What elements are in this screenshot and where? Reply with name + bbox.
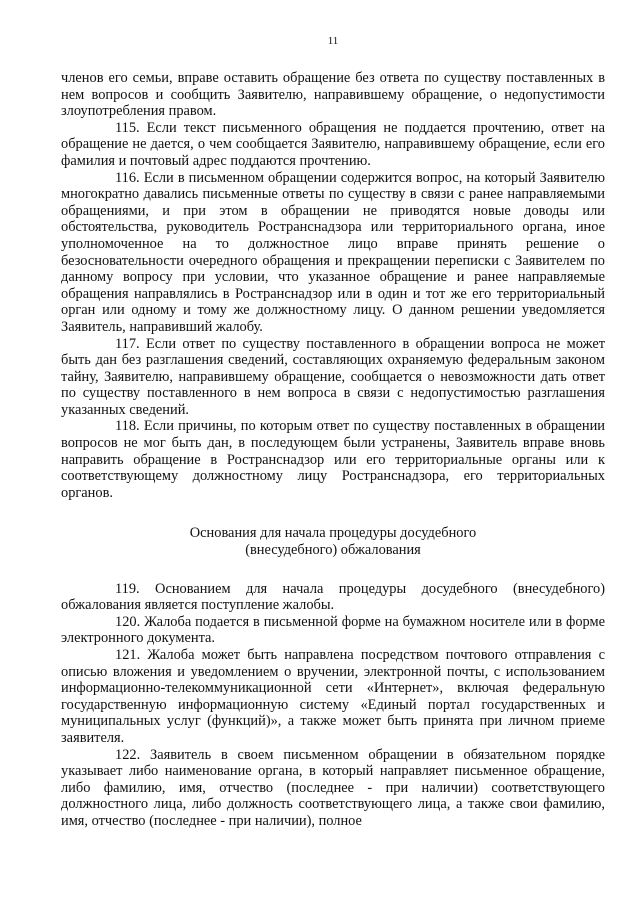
document-page [61, 34, 605, 830]
paragraph-119: 119. Основанием для начала процедуры досудебного (внесудебного) обжалования является поступление жалобы. [61, 580, 605, 614]
section-heading-line-2: (внесудебного) обжалования [245, 542, 421, 559]
paragraph-continuation: членов его семьи, вправе оставить обращение без ответа по существу поставленных в нем вопросов и сообщить Заявителю, направившему обращение, о недопустимости злоупотребления правом. [61, 70, 605, 120]
paragraph-115: 115. Если текст письменного обращения не поддается прочтению, ответ на обращение не дается, о чем сообщается Заявителю, направившему обращение, если его фамилия и почтовый адрес поддаются прочтению. [61, 119, 605, 169]
paragraph-118: 118. Если причины, по которым ответ по существу поставленных в обращении вопросов не мог быть дан, в последующем были устранены, Заявитель вправе вновь направить обращение в Ространснадзор или его территориальные органы или к соответствующему должностному лицу Ространснадзора, его территориальных органов. [61, 418, 605, 501]
paragraph-117: 117. Если ответ по существу поставленного в обращении вопроса не может быть дан без разглашения сведений, составляющих охраняемую федеральным законом тайну, Заявителю, направившему обращение, сообщается о невозможности дать ответ по существу поставленного в нем вопроса в связи с недопустимостью разглашения указанных сведений. [61, 335, 605, 418]
section-heading-line-1: Основания для начала процедуры досудебного [189, 525, 477, 542]
paragraph-121: 121. Жалоба может быть направлена посредством почтового отправления с описью вложения и уведомлением о вручении, электронной почты, с использованием информационно-телекоммуникационной сети «Интернет», включая федеральную государственную информационную систему «Единый портал государственных и муниципальных услуг (функций)», а также может быть принята при личном приеме заявителя. [61, 647, 605, 746]
paragraph-120: 120. Жалоба подается в письменной форме на бумажном носителе или в форме электронного документа. [61, 613, 605, 647]
paragraph-116: 116. Если в письменном обращении содержится вопрос, на который Заявителю многократно давались письменные ответы по существу в связи с ранее направляемыми обращениями, и при этом в обращении не приводятся новые доводы или обстоятельства, руководитель Ространснадзора или территориального органа, иное уполномоченное на то должностное лицо вправе принять решение о безосновательности очередного обращения и прекращении переписки с Заявителем по данному вопросу при условии, что указанное обращение и ранее направляемые обращения направлялись в Ространснадзор или в один и тот же его территориальный орган или одному и тому же должностному лицу. О данном решении уведомляется Заявитель, направивший жалобу. [61, 169, 605, 335]
page-number: 11 [327, 35, 339, 47]
section-heading [61, 525, 605, 558]
paragraph-122: 122. Заявитель в своем письменном обращении в обязательном порядке указывает либо наименование органа, в который направляет письменное обращение, либо фамилию, имя, отчество (последнее - при наличии) соответствующего должностного лица, либо должность соответствующего лица, а также свои фамилию, имя, отчество (последнее - при наличии), полное [61, 746, 605, 829]
